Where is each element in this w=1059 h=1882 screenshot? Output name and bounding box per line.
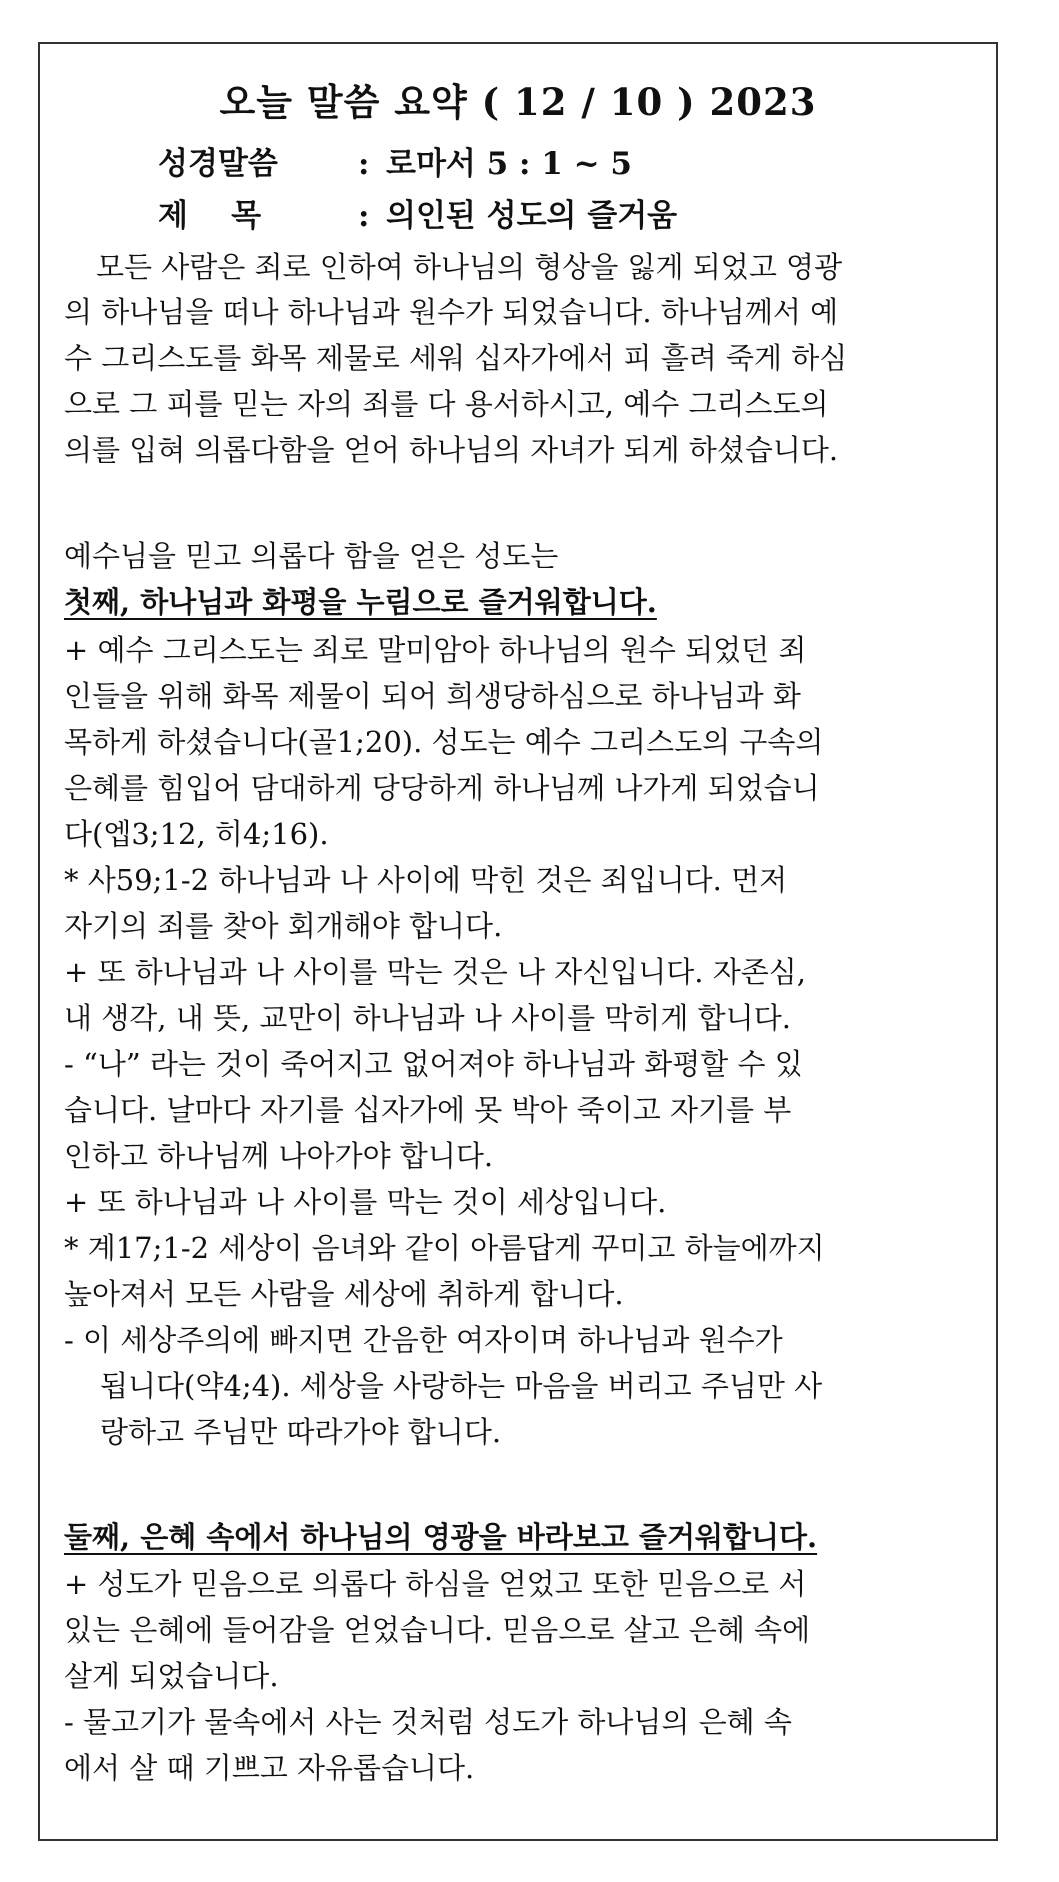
lead-in-text: 예수님을 믿고 의롭다 함을 얻은 성도는: [64, 539, 559, 573]
point1-line: - 이 세상주의에 빠지면 간음한 여자이며 하나님과 원수가: [64, 1323, 783, 1357]
point1-line: 됩니다(약4;4). 세상을 사랑하는 마음을 버리고 주님만 사: [100, 1369, 823, 1403]
point1-line: 인하고 하나님께 나아가야 합니다.: [64, 1139, 494, 1173]
page-title: 오늘 말씀 요약 ( 12 / 10 ) 2023: [219, 80, 817, 124]
point1-line: * 사59;1-2 하나님과 나 사이에 막힌 것은 죄입니다. 먼저: [64, 863, 788, 897]
intro-line: 의를 입혀 의롭다함을 얻어 하나님의 자녀가 되게 하셨습니다.: [64, 433, 839, 467]
subject-row: [158, 190, 677, 235]
scripture-label: 성경말씀: [158, 146, 278, 182]
point1-line: + 또 하나님과 나 사이를 막는 것은 나 자신입니다. 자존심,: [64, 955, 807, 989]
point2-line: 에서 살 때 기쁘고 자유롭습니다.: [64, 1751, 475, 1785]
point1-line: 자기의 죄를 찾아 회개해야 합니다.: [64, 909, 503, 943]
intro-line: 모든 사람은 죄로 인하여 하나님의 형상을 잃게 되었고 영광: [96, 250, 843, 284]
intro-line: 의 하나님을 떠나 하나님과 원수가 되었습니다. 하나님께서 예: [64, 295, 839, 329]
point2-line: 살게 되었습니다.: [64, 1659, 279, 1693]
sermon-summary-sheet: [38, 42, 998, 1841]
point1-line: + 예수 그리스도는 죄로 말미암아 하나님의 원수 되었던 죄: [64, 633, 807, 667]
point1-line: + 또 하나님과 나 사이를 막는 것이 세상입니다.: [64, 1185, 667, 1219]
subject-value: 의인된 성도의 즐거움: [386, 198, 678, 234]
scripture-value: 로마서 5 : 1 ~ 5: [386, 146, 632, 182]
point1-line: 내 생각, 내 뜻, 교만이 하나님과 나 사이를 막히게 합니다.: [64, 1001, 791, 1035]
point1-line: * 계17;1-2 세상이 음녀와 같이 아름답게 꾸미고 하늘에까지: [64, 1231, 825, 1265]
point2-line: + 성도가 믿음으로 의롭다 하심을 얻었고 또한 믿음으로 서: [64, 1567, 807, 1601]
scripture-row: [158, 138, 632, 183]
point1-line: 목하게 하셨습니다(골1;20). 성도는 예수 그리스도의 구속의: [64, 725, 824, 759]
point2-line: - 물고기가 물속에서 사는 것처럼 성도가 하나님의 은혜 속: [64, 1705, 792, 1739]
point2-heading: 둘째, 은혜 속에서 하나님의 영광을 바라보고 즐거워합니다.: [64, 1520, 818, 1554]
point1-line: 다(엡3;12, 히4;16).: [64, 817, 329, 851]
point1-line: - “나” 라는 것이 죽어지고 없어져야 하나님과 화평할 수 있: [64, 1047, 803, 1081]
intro-line: 으로 그 피를 믿는 자의 죄를 다 용서하시고, 예수 그리스도의: [64, 387, 829, 421]
point1-line: 랑하고 주님만 따라가야 합니다.: [100, 1415, 502, 1449]
subject-separator: :: [358, 198, 370, 234]
scripture-separator: :: [358, 146, 370, 182]
point1-line: 은혜를 힘입어 담대하게 당당하게 하나님께 나가게 되었습니: [64, 771, 820, 805]
intro-line: 수 그리스도를 화목 제물로 세워 십자가에서 피 흘려 죽게 하심: [64, 341, 848, 375]
point1-line: 높아져서 모든 사람을 세상에 취하게 합니다.: [64, 1277, 624, 1311]
point1-line: 인들을 위해 화목 제물이 되어 희생당하심으로 하나님과 화: [64, 679, 801, 713]
point1-heading: 첫째, 하나님과 화평을 누림으로 즐거워합니다.: [64, 585, 657, 619]
point1-line: 습니다. 날마다 자기를 십자가에 못 박아 죽이고 자기를 부: [64, 1093, 792, 1127]
point2-line: 있는 은혜에 들어감을 얻었습니다. 믿음으로 살고 은혜 속에: [64, 1613, 811, 1647]
subject-label: 제 목: [158, 198, 262, 234]
